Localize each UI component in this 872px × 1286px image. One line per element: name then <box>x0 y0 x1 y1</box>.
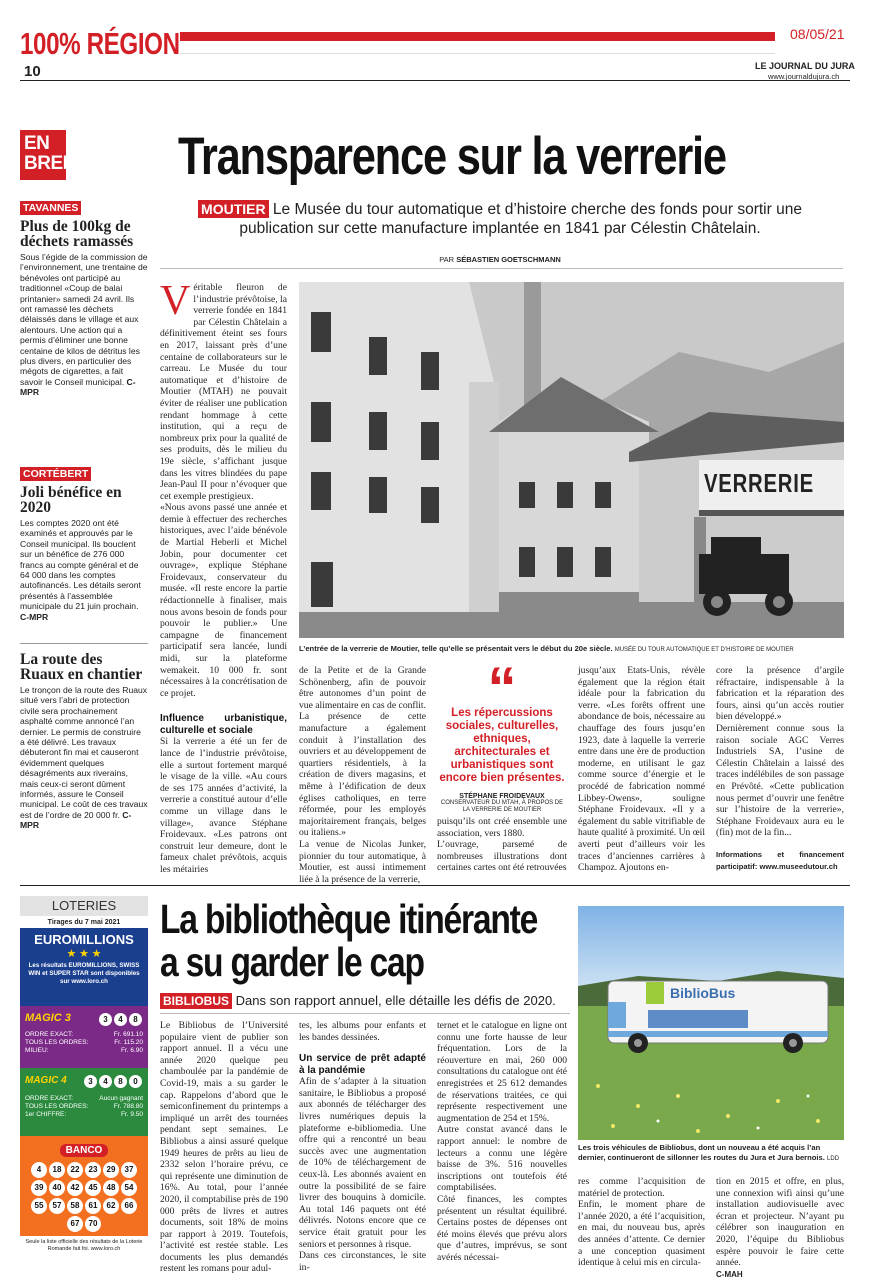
article2-paragraph: tion en 2015 et offre, en plus, une connexion wifi ainsi qu’une installation audiovisuelle avec écran et projecteur. N’ayant pu célébrer son inauguration en 2020, l’équipe du Bibliobus espère pouvoir le faire cette année. <box>716 1176 844 1269</box>
article1-subhead: Influence urbanistique, culturelle et sociale <box>160 713 287 736</box>
article1-paragraph: Dernièrement connue sous la raison sociale AGC Verres Industriels SA, l’usine de Célestin Châtelain a laissé des traces indélébiles de son passage en Prévôté. «Cette publication nous permet d’ouvrir une fenêtre sur l’histoire de la verrerie», Stéphane Froidevaux aura eu le (fin) mot de la fin... <box>716 722 844 839</box>
banco-ball: 42 <box>67 1180 83 1196</box>
brief-tag: TAVANNES <box>20 201 81 215</box>
article1-paragraph: jusqu’aux Etats-Unis, révèle également que la région était idéale pour la fabrication du verre. «Les forêts offrent une abondance de bois, nécessaire au chauffage des fours jusqu’en 1923, date à laquelle la verrerie entre dans une ère de production moderne, en utilisant le gaz comme source d’énergie et le procédé de fabrication nommé Libbey-Owens», souligne Stéphane Froidevaux. «Il y a également du sable vitrifiable de haute qualité à proximité. Un œil averti peut d’ailleurs voir les traces d’anciennes carrières à Champoz. Ajoutons en- <box>578 665 705 874</box>
magic3-ball: 8 <box>129 1013 142 1026</box>
banco-ball: 66 <box>121 1198 137 1214</box>
quote-text: Les répercussions sociales, culturelles, ethniques, architecturales et urbanistiques sont encore bien présentes. <box>439 707 565 784</box>
bus-photo-caption <box>578 1143 844 1164</box>
result-label: TOUS LES ORDRES: <box>25 1039 89 1046</box>
article2-paragraph: Enfin, le moment phare de l’année 2020, a été l’acquisition, en mai, du nouveau bus, après des années d’attente. Ce dernier a une conception quasiment identique à celui mis en circula- <box>578 1199 705 1269</box>
byline-rule <box>160 268 843 269</box>
result-value: Fr. 9.50 <box>120 1111 143 1118</box>
article2-subhead: Un service de prêt adapté à la pandémie <box>299 1053 426 1076</box>
result-value: Aucun gagnant <box>99 1095 143 1102</box>
article2-col2 <box>299 1020 426 1273</box>
verrerie-photo-illustration <box>299 282 844 638</box>
bus-logo: BiblioBus <box>670 985 736 1001</box>
magic4-block <box>20 1068 148 1136</box>
banco-ball: 58 <box>67 1198 83 1214</box>
banco-ball: 61 <box>85 1198 101 1214</box>
lottery-date: Tirages du 7 mai 2021 <box>47 919 121 926</box>
brief-text: Le tronçon de la route des Ruaux situé vers l’abri de protection civile sera prochainement asphalté comme annoncé l’an dernier. Le permis de construire a été délivré. Les travaux débuteront fin mai et causeront évidemment quelques désagréments aux riverains, mais ceux-ci seront dûment informés, assure le Conseil municipal. Le coût de ces travaux est de l’ordre de 20 000 fr. <box>20 685 148 820</box>
brief-signature: C-MPR <box>20 376 136 398</box>
result-value: Fr. 788.80 <box>113 1103 143 1110</box>
euromillions-logo: EUROMILLIONS <box>34 932 134 947</box>
article1-paragraph: puisqu’ils ont créé ensemble une association, vers 1880. <box>437 816 567 839</box>
banco-ball: 55 <box>31 1198 47 1214</box>
result-label: ORDRE EXACT: <box>25 1095 74 1102</box>
article1-paragraph: L’ouvrage, parsemé de nombreuses illustrations dont certaines cartes ont été retrouvées <box>437 839 567 874</box>
article2-paragraph: res comme l’acquisition de matériel de protection. <box>578 1176 705 1199</box>
magic3-ball: 4 <box>114 1013 127 1026</box>
lead-rule <box>160 1013 570 1014</box>
magic4-ball: 8 <box>114 1075 127 1088</box>
brief-text: Les comptes 2020 ont été examinés et approuvés par le Conseil municipal. Ils bouclent sur un bénéfice de 276 000 francs au compte général et de 64 000 dans les comptes autofinancés. Les détails seront présentés à l’assemblée municipale du 21 juin prochain. <box>20 518 141 612</box>
banco-ball: 62 <box>103 1198 119 1214</box>
euromillions-block <box>20 928 148 1006</box>
paper-name: LE JOURNAL DU JURA <box>755 61 855 71</box>
article1-info: Informations et financement participatif: www.museedutour.ch <box>716 849 844 871</box>
result-label: 1er CHIFFRE: <box>25 1111 67 1118</box>
brief-tavannes <box>20 198 148 398</box>
brief-divider <box>20 643 148 644</box>
result-label: ORDRE EXACT: <box>25 1031 74 1038</box>
magic3-ball: 3 <box>99 1013 112 1026</box>
article2-headline-line1: La bibliothèque itinérante <box>160 896 538 942</box>
page-number: 10 <box>24 63 41 80</box>
bibliobus-photo <box>578 906 844 1140</box>
magic3-logo: MAGIC 3 <box>25 1012 71 1024</box>
brief-title: Plus de 100kg de déchets ramassés <box>20 218 134 250</box>
header-date: 08/05/21 <box>790 26 845 42</box>
photo-credit: MUSÉE DU TOUR AUTOMATIQUE ET D’HISTOIRE DE MOUTIER <box>614 647 794 653</box>
bibliobus-photo-illustration <box>578 906 844 1140</box>
article1-col5 <box>716 665 844 873</box>
star-icon: ★ ★ ★ <box>66 948 102 960</box>
banco-ball: 45 <box>85 1180 101 1196</box>
brief-text: Sous l’égide de la commission de l’environnement, une trentaine de bénévoles ont participé au traditionnel «Coup de balai printanier» samedi 24 avril. Ils ont ramassé les déchets délaissés dans le village et aux alentours. Une action qui a permis d’éliminer une bonne centaine de kilos de détritus les plus divers, en particulier des mégots de cigarettes, a fait savoir le Conseil municipal. <box>20 252 148 387</box>
article1-col1 <box>160 278 287 876</box>
article2-signature: C-MAH <box>716 1269 743 1279</box>
pull-quote <box>437 656 567 814</box>
dropcap: V <box>160 278 191 324</box>
magic3-block <box>20 1006 148 1068</box>
article2-col3 <box>437 1020 567 1263</box>
magic4-ball: 0 <box>129 1075 142 1088</box>
photo-caption-text: L’entrée de la verrerie de Moutier, telle qu’elle se présentait vers le début du 20e siècle. <box>299 644 613 653</box>
article2-paragraph: Côté finances, les comptes présentent un résultat équilibré. Certains postes de dépenses ont été moins élevés que prévu alors que d’autres, imprévus, se sont avérés nécessai- <box>437 1193 567 1263</box>
location-tag: MOUTIER <box>198 200 269 218</box>
banco-ball: 40 <box>49 1180 65 1196</box>
article2-paragraph: ternet et le catalogue en ligne ont connu une forte hausse de leur fréquentation. Lors de la réouverture en mai, 260 000 consultations du catalogue ont été enregistrées et 25 612 demandes de réservations traitées, ce qui représente respectivement une augmentation de 254 et 15%. <box>437 1020 568 1124</box>
article1-paragraph: La venue de Nicolas Junker, pionnier du tour automatique, à Moutier, est aussi intimement liée à la présence de la verrerie, <box>299 838 426 885</box>
brief-title: Joli bénéfice en 2020 <box>20 484 122 516</box>
magic4-ball: 3 <box>84 1075 97 1088</box>
article2-col5 <box>716 1176 844 1280</box>
magic4-logo: MAGIC 4 <box>25 1074 67 1086</box>
banco-ball: 48 <box>103 1180 119 1196</box>
byline <box>300 255 700 264</box>
article2-paragraph: Dans ces circonstances, le site in- <box>299 1250 426 1273</box>
briefs-label-line2: BREF <box>24 153 74 174</box>
article1-paragraph: core la présence d’argile réfractaire, indispensable à la fabrication et la réparation des fours, ainsi qu’un accès routier bien développé.» <box>716 665 844 723</box>
banco-ball: 37 <box>121 1162 137 1178</box>
banco-block <box>20 1136 148 1236</box>
article2-col4 <box>578 1176 705 1269</box>
article1-lead: Le Musée du tour automatique et d’histoire cherche des fonds pour sortir une publication sur cette manufacture implantée en 1841 par Célestin Châtelain. <box>239 201 802 237</box>
lottery-title: LOTERIES <box>20 896 148 916</box>
magic4-ball: 4 <box>99 1075 112 1088</box>
banco-ball: 67 <box>67 1216 83 1232</box>
banco-ball: 23 <box>85 1162 101 1178</box>
location-tag: BIBLIOBUS <box>160 993 232 1009</box>
article1-col3 <box>437 816 567 874</box>
section-divider <box>20 885 850 886</box>
article1-lead-block <box>160 200 840 238</box>
byline-name: SÉBASTIEN GOETSCHMANN <box>456 255 561 264</box>
banco-ball: 70 <box>85 1216 101 1232</box>
article1-paragraph: éritable fleuron de l’industrie prévôtoise, la verrerie fondée en 1841 par Célestin Châtelain a définitivement éteint ses fours en 2017, laissant près d’une centaine de collaborateurs sur le carreau. Le Musée du tour automatique et d’histoire de Moutier (MTAH) ne pouvait éviter de réaliser une publication rendant hommage à cette institution, qui a reçu de nombreux prix pour la qualité de ses produits, dès le milieu du 19e siècle, s’affichant jusque dans les vitres blindées du pape Jean-Paul II pour n’évoquer que cet exemple prestigieux. <box>160 282 287 502</box>
banco-ball: 39 <box>31 1180 47 1196</box>
result-value: Fr. 691.10 <box>113 1031 143 1038</box>
article2-paragraph: Afin de s’adapter à la situation sanitaire, le Bibliobus a proposé aux abonnés de télécharger des livres numériques depuis la plateforme e-bibliomedia. Une offre qui a rencontré un beau succès avec une augmentation de 10% de téléchargement de ceux-là. Les abonnés avaient en outre la possibilité de se faire livrer des bouquins à domicile. Au total 146 paquets ont été délivrés. Notons encore que ce service était gratuit pour les seniors et personnes à risque. <box>299 1076 426 1250</box>
banco-ball: 4 <box>31 1162 47 1178</box>
quote-role: CONSERVATEUR DU MTAH, À PROPOS DE LA VERRERIE DE MOUTIER <box>440 800 564 813</box>
brief-tag: CORTÉBERT <box>20 467 91 481</box>
verrerie-photo <box>299 282 844 638</box>
article2-paragraph: Le Bibliobus de l’Université populaire vient de publier son rapport annuel. Il a vécu une année 2020 quelque peu chamboulée par la pandémie de Covid-19, mais a su garder le cap. Rappelons d’abord que le semiconfinement du printemps a impliqué un arrêt des tournées pendant sept semaines. Le Bibliobus a ainsi assuré quelque 1949 heures de prêts au lieu de 2332 selon l’horaire prévu, ce qui représente une diminution de 16%. Au total, pour l’année 2020, il comptabilise près de 190 000 prêts de livres et autres documents, soit 18% de moins par rapport à 2019. Toutefois, l’activité est restée stable. Les documents les plus demandés restent les romans pour adul- <box>160 1020 288 1275</box>
article1-paragraph: «Nous avons passé une année et demie à effectuer des recherches historiques, avec l’aide bénévole de Martial Heberli et Michel Jobin, pour documenter cet ouvrage», explique Stéphane Froidevaux, conservateur du musée. «Il reste encore la partie rédactionnelle à finaliser, mais nous avons besoin de fonds pour pouvoir le publier.» Une campagne de financement participatif sera lancée, lundi midi, sur la plateforme wemakeit. 10 000 fr. sont nécessaires à la concrétisation de ce projet. <box>160 502 287 699</box>
brief-cortebert <box>20 464 148 622</box>
article1-col2 <box>299 665 426 885</box>
banco-ball: 54 <box>121 1180 137 1196</box>
article2-lead-block <box>160 993 570 1009</box>
result-value: Fr. 115.20 <box>114 1039 143 1046</box>
banco-logo: BANCO <box>60 1144 109 1157</box>
article2-headline-line2: a su garder le cap <box>160 939 424 985</box>
lottery-footer: Seule la liste officielle des résultats de la Loterie Romande fait foi. www.loro.ch <box>25 1239 143 1252</box>
banco-balls <box>23 1161 145 1233</box>
banco-ball: 29 <box>103 1162 119 1178</box>
header-rule <box>20 80 850 81</box>
briefs-label-line1: EN <box>24 133 50 154</box>
brief-title: La route des Ruaux en chantier <box>20 651 143 683</box>
byline-prefix: PAR <box>439 255 455 264</box>
briefs-label <box>20 130 74 180</box>
result-label: MILIEU: <box>25 1047 49 1054</box>
banco-ball: 18 <box>49 1162 65 1178</box>
brief-signature: C-MPR <box>20 611 49 622</box>
brief-ruaux <box>20 652 148 831</box>
article1-headline: Transparence sur la verrerie <box>178 127 726 186</box>
bus-photo-credit: LDD <box>826 1156 839 1162</box>
result-value: Fr. 6.90 <box>120 1047 143 1054</box>
brief-signature: C-MPR <box>20 809 132 831</box>
article2-col1 <box>160 1020 288 1275</box>
article2-paragraph: tes, les albums pour enfants et les bandes dessinées. <box>299 1020 426 1043</box>
header-red-bar <box>180 32 775 41</box>
article1-paragraph: Si la verrerie a été un fer de lance de l’industrie prévôtoise, elle a surtout fortement marqué le visage de la ville. «Au cours de ses 175 années d’activité, la verrerie a constitué autour d’elle comme un village dans le village», avance Stéphane Froidevaux. «Les patrons ont construit leur demeure, dont le fameux chalet prévôtois, acquis les métairies <box>160 736 287 875</box>
verrerie-sign: VERRERIE <box>704 468 814 498</box>
quote-author: STÉPHANE FROIDEVAUX <box>459 793 545 800</box>
banco-ball: 22 <box>67 1162 83 1178</box>
quote-mark-icon: “ <box>487 656 517 721</box>
article2-lead: Dans son rapport annuel, elle détaille les défis de 2020. <box>235 993 556 1008</box>
photo-caption <box>299 644 844 655</box>
paper-url[interactable]: www.journaldujura.ch <box>768 72 840 81</box>
header-rule-short <box>180 53 775 54</box>
lottery-box <box>20 896 148 1266</box>
bus-photo-caption-text: Les trois véhicules de Bibliobus, dont un nouveau a été acquis l’an dernier, continueront de sillonner les routes du Jura et Jura bernois. <box>578 1143 825 1162</box>
result-label: TOUS LES ORDRES: <box>25 1103 89 1110</box>
section-title: 100% RÉGION <box>20 26 180 61</box>
article1-paragraph: de la Petite et de la Grande Schönenberg, afin de pouvoir être autonomes d’un point de vue alimentaire en cas de conflit. La présence de cette manufacture a également conduit à l’installation des ouvriers et au développement de quartiers résidentiels, à la création de divers magasins, et même à l’édification de deux églises catholiques, en terre réformée, pour les employés majoritairement français, belges ou italiens.» <box>299 665 426 839</box>
euromillions-note: Les résultats EUROMILLIONS, SWISS WIN et SUPER STAR sont disponibles sur www.loro.ch <box>28 962 140 985</box>
article1-col4 <box>578 665 705 874</box>
article2-paragraph: Autre constat avancé dans le rapport annuel: le nombre de lecteurs a connu une légère baisse de 3%. 516 nouvelles inscriptions ont toutefois été comptabilisées. <box>437 1124 567 1194</box>
banco-ball: 57 <box>49 1198 65 1214</box>
